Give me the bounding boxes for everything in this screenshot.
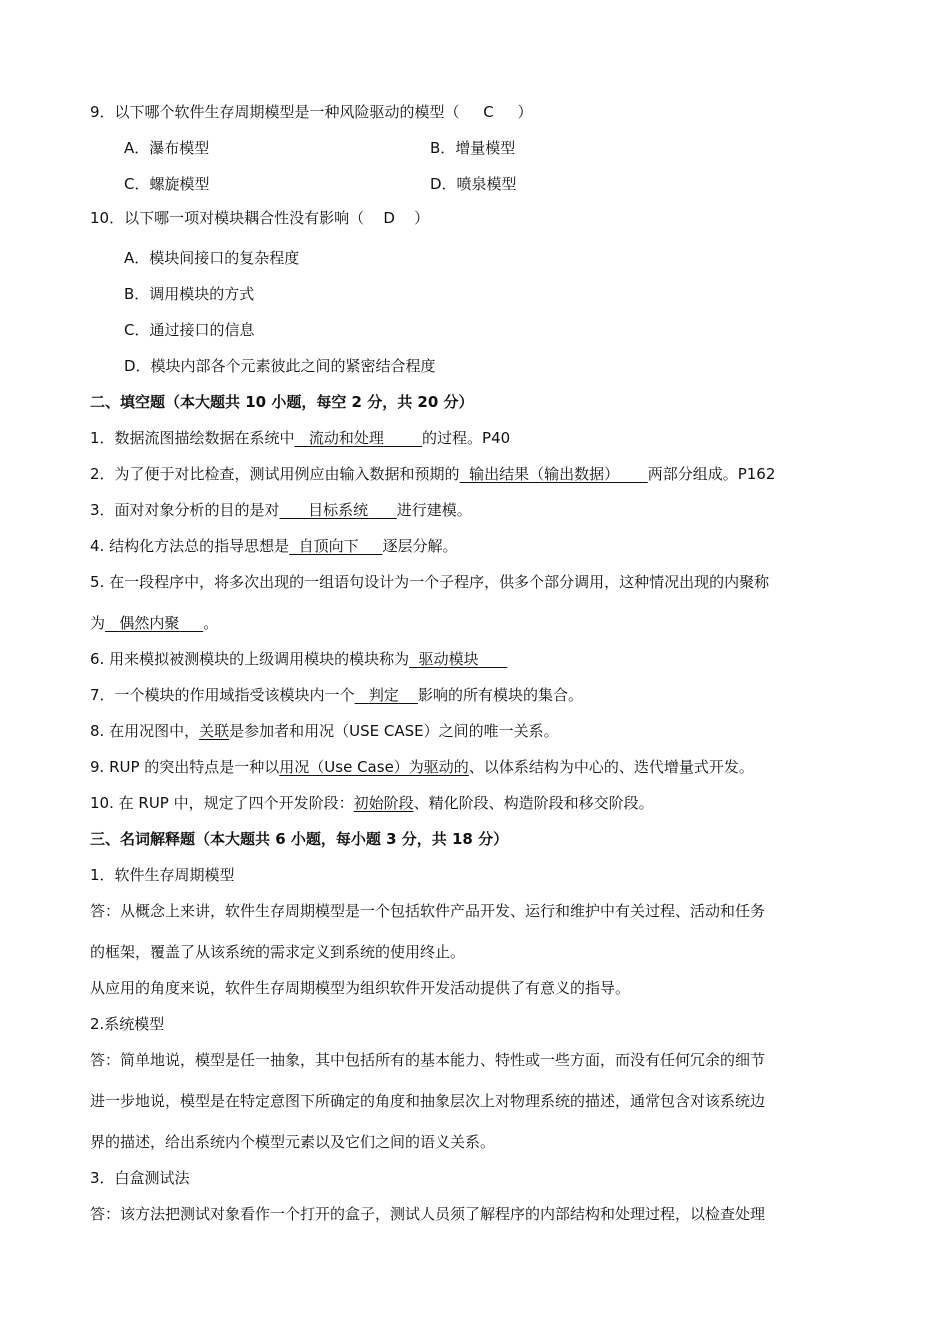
q10-option-a: A．模块间接口的复杂程度 xyxy=(124,249,300,267)
fill-answer-9: 用况（Use Case）为驱动的 xyxy=(279,758,469,776)
term-2-title: 2.系统模型 xyxy=(90,1015,165,1033)
q10-option-d: D．模块内部各个元素彼此之间的紧密结合程度 xyxy=(124,357,436,375)
q10-stem: 10．以下哪一项对模块耦合性没有影响（ D ） xyxy=(90,209,430,227)
q9-option-a: A．瀑布模型 xyxy=(124,139,210,157)
q9-option-d: D．喷泉模型 xyxy=(430,175,517,193)
q10-answer: D xyxy=(383,209,395,227)
q10-option-b: B．调用模块的方式 xyxy=(124,285,255,303)
term-1-answer-line-1: 答：从概念上来讲，软件生存周期模型是一个包括软件产品开发、运行和维护中有关过程、活动和任务 xyxy=(90,902,766,920)
fill-answer-10: 初始阶段 xyxy=(353,794,414,812)
fill-answer-5: 偶然内聚 xyxy=(119,614,180,632)
fill-answer-7: 判定 xyxy=(368,686,399,704)
term-1-answer-line-3: 从应用的角度来说，软件生存周期模型为组织软件开发活动提供了有意义的指导。 xyxy=(90,979,631,997)
term-3-answer-line-1: 答：该方法把测试对象看作一个打开的盒子，测试人员须了解程序的内部结构和处理过程，以检查处理 xyxy=(90,1205,766,1223)
term-1-answer-line-2: 的框架，覆盖了从该系统的需求定义到系统的使用终止。 xyxy=(90,943,466,961)
fill-answer-1: 流动和处理 xyxy=(308,429,384,447)
fill-item-3: 3．面对对象分析的目的是对 目标系统 进行建模。 xyxy=(90,501,472,519)
fill-answer-3: 目标系统 xyxy=(308,501,369,519)
fill-item-4: 4. 结构化方法总的指导思想是 自顶向下 逐层分解。 xyxy=(90,537,458,555)
q9-option-b: B．增量模型 xyxy=(430,139,516,157)
term-2-answer-line-1: 答：简单地说，模型是任一抽象，其中包括所有的基本能力、特性或一些方面，而没有任何冗余的细节 xyxy=(90,1051,766,1069)
q9-answer: C xyxy=(483,103,494,121)
fill-item-6: 6. 用来模拟被测模块的上级调用模块的模块称为 驱动模块 xyxy=(90,649,507,669)
q9-option-c: C．螺旋模型 xyxy=(124,175,210,193)
fill-item-5-cont: 为 偶然内聚 。 xyxy=(90,614,219,632)
fill-answer-8: 关联 xyxy=(199,722,230,740)
fill-item-5: 5. 在一段程序中，将多次出现的一组语句设计为一个子程序，供多个部分调用，这种情况出现的内聚称 xyxy=(90,573,770,591)
fill-answer-4: 自顶向下 xyxy=(298,537,359,555)
section3-title: 三、名词解释题（本大题共 6 小题，每小题 3 分，共 18 分） xyxy=(90,830,509,848)
fill-item-8: 8. 在用况图中，关联是参加者和用况（USE CASE）之间的唯一关系。 xyxy=(90,722,559,740)
q9-stem: 9．以下哪个软件生存周期模型是一种风险驱动的模型（ C ） xyxy=(90,103,533,121)
fill-item-9: 9. RUP 的突出特点是一种以用况（Use Case）为驱动的、以体系结构为中心的、迭代增量式开发。 xyxy=(90,758,754,776)
section2-title: 二、填空题（本大题共 10 小题，每空 2 分，共 20 分） xyxy=(90,393,474,411)
term-2-answer-line-3: 界的描述，给出系统内个模型元素以及它们之间的语义关系。 xyxy=(90,1133,496,1151)
term-2-answer-line-2: 进一步地说，模型是在特定意图下所确定的角度和抽象层次上对物理系统的描述，通常包含对该系统边 xyxy=(90,1092,766,1110)
q10-option-c: C．通过接口的信息 xyxy=(124,321,255,339)
fill-answer-6: 驱动模块 xyxy=(418,650,479,668)
fill-item-2: 2．为了便于对比检查，测试用例应由输入数据和预期的 输出结果（输出数据） 两部分组成。P162 xyxy=(90,465,776,483)
fill-item-10: 10. 在 RUP 中，规定了四个开发阶段：初始阶段、精化阶段、构造阶段和移交阶段。 xyxy=(90,794,654,812)
fill-answer-2: 输出结果（输出数据） xyxy=(469,465,620,483)
term-1-title: 1．软件生存周期模型 xyxy=(90,866,235,884)
fill-item-1: 1．数据流图描绘数据在系统中 流动和处理 的过程。P40 xyxy=(90,429,511,447)
fill-item-7: 7．一个模块的作用域指受该模块内一个 判定 影响的所有模块的集合。 xyxy=(90,686,583,704)
term-3-title: 3．白盒测试法 xyxy=(90,1169,190,1187)
